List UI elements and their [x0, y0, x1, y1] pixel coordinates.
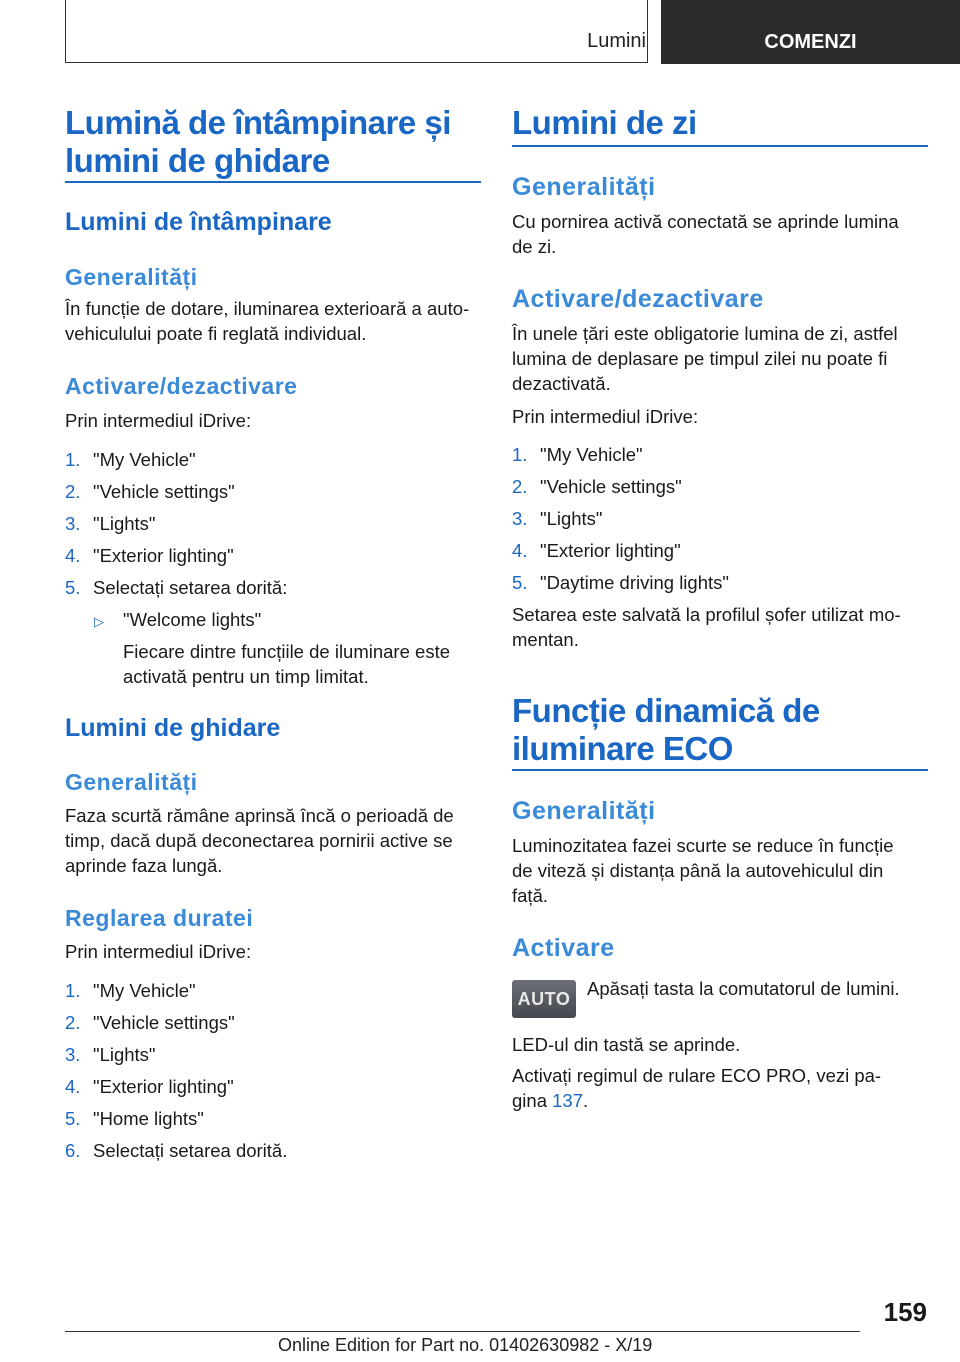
page-link[interactable]: 137 — [552, 1090, 583, 1111]
paragraph-led: LED-ul din tastă se aprinde. — [512, 1034, 741, 1055]
footer-edition: Online Edition for Part no. 01402630982 - X/19 — [278, 1335, 653, 1355]
section-rule — [512, 145, 928, 147]
section-rule — [512, 769, 928, 771]
paragraph-eco-general: Luminozitatea fazei scurte se reduce în funcție de viteză și distanța până la autovehiculul din față. — [512, 835, 894, 906]
heading-guide-lights: Lumini de ghidare — [65, 714, 281, 742]
header-box — [65, 0, 648, 63]
section-title-welcome-guide: Lumină de întâmpinare și lumini de ghidare — [65, 104, 451, 179]
footer-rule — [65, 1331, 860, 1332]
paragraph-drl-saved: Setarea este salvată la profilul șofer utilizat mo- mentan. — [512, 604, 901, 650]
header-chapter-tab — [661, 0, 960, 64]
heading-general: Generalități — [65, 264, 198, 290]
heading-general: Generalități — [65, 769, 198, 795]
paragraph-guide-general: Faza scurtă rămâne aprinsă încă o perioadă de timp, dacă după deconectarea pornirii active se aprinde faza lungă. — [65, 805, 454, 876]
paragraph-via-idrive: Prin intermediul iDrive: — [65, 941, 252, 962]
page-number: 159 — [883, 1297, 927, 1327]
header-chapter-label: COMENZI — [764, 31, 857, 53]
paragraph-drl-activation: În unele țări este obligatorie lumina de zi, astfel lumina de deplasare pe timpul zilei nu poate fi dezactivată. — [512, 323, 898, 394]
paragraph-via-idrive: Prin intermediul iDrive: — [512, 406, 699, 427]
paragraph-via-idrive: Prin intermediul iDrive: — [65, 410, 252, 431]
heading-duration: Reglarea duratei — [65, 905, 254, 931]
sub-item-description: Fiecare dintre funcțiile de iluminare este activată pentru un timp limitat. — [123, 641, 450, 687]
sub-bullet-icon: ▷ — [94, 614, 104, 629]
heading-activation: Activare/dezactivare — [65, 373, 298, 399]
section-title-drl: Lumini de zi — [512, 104, 697, 141]
header-section-title: Lumini — [587, 30, 646, 52]
paragraph-welcome-general: În funcție de dotare, iluminarea exterioară a auto- vehiculului poate fi reglată individual. — [65, 298, 470, 344]
heading-general: Generalități — [512, 173, 656, 201]
heading-welcome-lights: Lumini de întâmpinare — [65, 208, 332, 236]
paragraph-eco-pro: Activați regimul de rulare ECO PRO, vezi pa- gina 137. — [512, 1065, 882, 1111]
paragraph-drl-general: Cu pornirea activă conectată se aprinde lumina de zi. — [512, 211, 899, 257]
heading-activation: Activare/dezactivare — [512, 285, 764, 313]
heading-activation: Activare — [512, 934, 615, 962]
paragraph-press-key: Apăsați tasta la comutatorul de lumini. — [587, 978, 900, 999]
heading-general: Generalități — [512, 797, 656, 825]
section-title-eco-lighting: Funcție dinamică de iluminare ECO — [512, 692, 820, 767]
section-rule — [65, 181, 481, 183]
sub-item-welcome-lights: "Welcome lights" — [123, 609, 262, 630]
auto-button-icon: AUTO — [512, 980, 576, 1018]
